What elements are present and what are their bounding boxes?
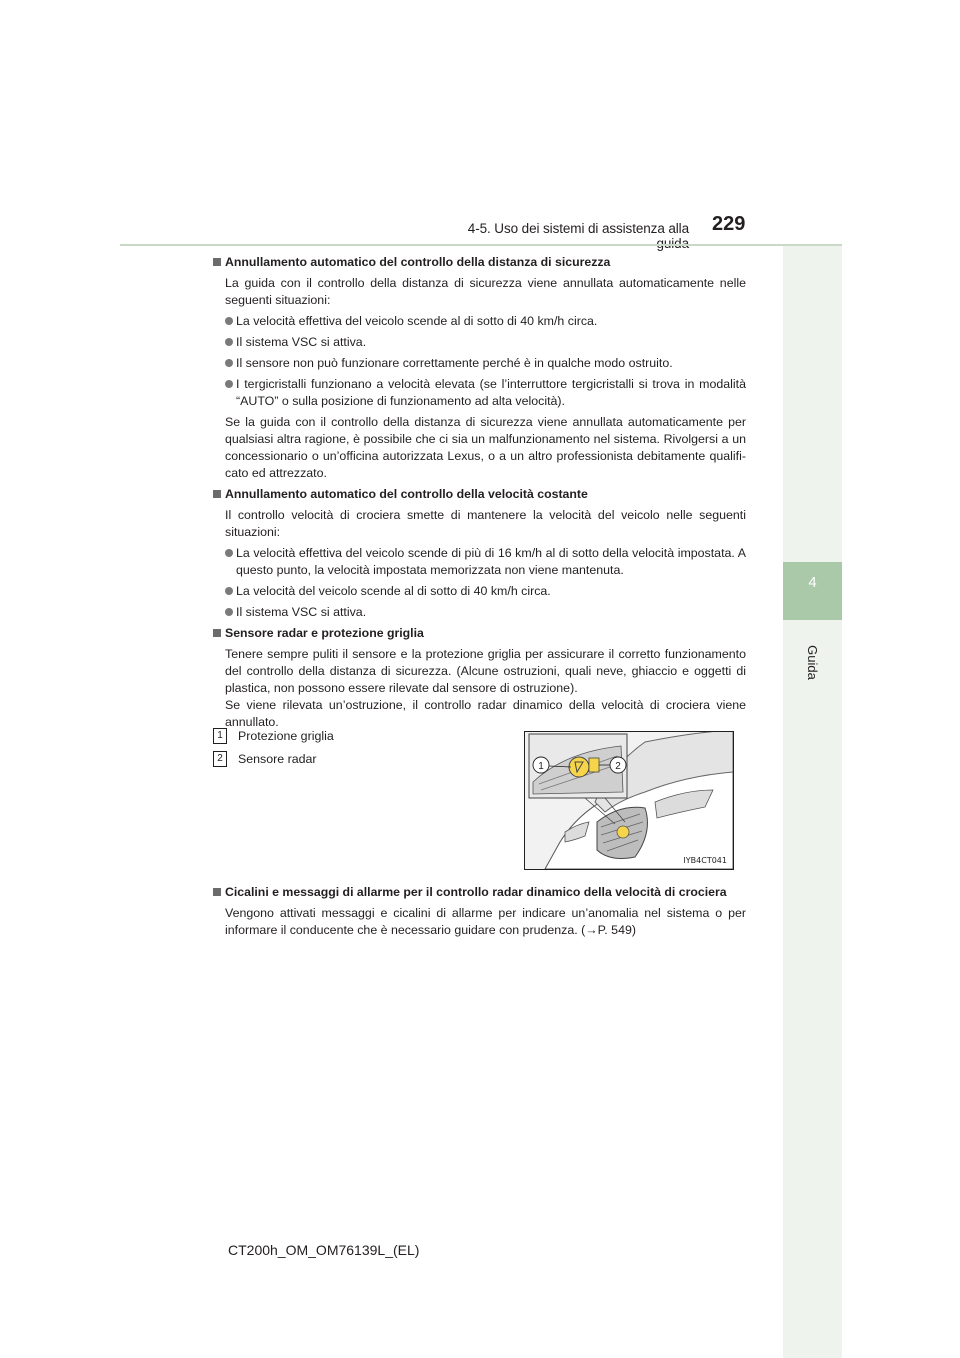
legend-item bbox=[213, 751, 334, 774]
square-bullet-icon bbox=[213, 888, 221, 896]
page-number: 229 bbox=[712, 213, 746, 235]
section-title: Sensore radar e protezione griglia bbox=[213, 625, 746, 642]
callout-number: 2 bbox=[213, 751, 227, 767]
circle-bullet-icon bbox=[225, 608, 233, 616]
paragraph: Tenere sempre puliti il sensore e la protezione griglia per assicurare il corretto funzionamento del controllo della distanza di sicurezza. (Alcune ostruzioni, quali neve, ghiaccio e oggetti di plastica, non possono essere rilevate dal sensore di ostruzione). bbox=[225, 647, 746, 695]
car-front-illustration bbox=[524, 731, 734, 870]
header-rule bbox=[120, 244, 842, 246]
section-radar-sensor bbox=[213, 625, 746, 731]
bullet-item: La velocità del veicolo scende al di sotto di 40 km/h circa. bbox=[225, 583, 746, 600]
chapter-label: Guida bbox=[804, 644, 820, 680]
circle-bullet-icon bbox=[225, 587, 233, 595]
paragraph: Il controllo velocità di crociera smette di mantenere la velocità del veicolo nelle seguenti situazioni: bbox=[225, 508, 746, 539]
chapter-number: 4 bbox=[808, 574, 817, 591]
section-auto-cancel-speed bbox=[213, 486, 746, 621]
main-content bbox=[213, 254, 746, 735]
circle-bullet-icon bbox=[225, 359, 233, 367]
chapter-sidebar bbox=[783, 246, 842, 1358]
bullet-item: Il sistema VSC si attiva. bbox=[225, 334, 746, 351]
callout-number: 1 bbox=[213, 728, 227, 744]
legend-label: Protezione griglia bbox=[238, 729, 334, 743]
section-title: Cicalini e messaggi di allarme per il controllo radar dinamico della velocità di crociera bbox=[213, 884, 746, 901]
section-warnings bbox=[213, 884, 746, 943]
legend-label: Sensore radar bbox=[238, 752, 317, 766]
figure-legend bbox=[213, 728, 334, 774]
circle-bullet-icon bbox=[225, 380, 233, 388]
svg-text:2: 2 bbox=[615, 761, 621, 772]
circle-bullet-icon bbox=[225, 549, 233, 557]
bullet-item: Il sensore non può funzionare correttamente perché è in qualche modo ostruito. bbox=[225, 355, 746, 372]
square-bullet-icon bbox=[213, 258, 221, 266]
chapter-tab[interactable] bbox=[783, 562, 842, 620]
section-title: Annullamento automatico del controllo della velocità costante bbox=[213, 486, 746, 503]
header-title: 4-5. Uso dei sistemi di assistenza alla bbox=[467, 221, 689, 236]
square-bullet-icon bbox=[213, 490, 221, 498]
bullet-item: La velocità effettiva del veicolo scende di più di 16 km/h al di sotto della velocità impostata. A questo punto, la velocità impostata memorizzata non viene mantenuta. bbox=[225, 545, 746, 579]
figure-code: IYB4CT041 bbox=[683, 856, 727, 865]
paragraph: Se viene rilevata un’ostruzione, il controllo radar dinamico della velocità di crociera viene annullato. bbox=[225, 698, 746, 729]
section-auto-cancel-distance bbox=[213, 254, 746, 482]
paragraph: Vengono attivati messaggi e cicalini di allarme per indicare un’anomalia nel sistema o per informare il conducente che è necessario guidare con prudenza. (→P. 549) bbox=[225, 906, 746, 937]
paragraph: La guida con il controllo della distanza di sicurezza viene annullata automaticamente nelle seguenti situazioni: bbox=[225, 276, 746, 307]
footer-code: CT200h_OM_OM76139L_(EL) bbox=[228, 1242, 420, 1258]
bullet-item: I tergicristalli funzionano a velocità elevata (se l’interruttore tergicristalli si trova in modalità “AUTO” o sulla posizione di funzionamento ad alta velocità). bbox=[225, 376, 746, 410]
square-bullet-icon bbox=[213, 629, 221, 637]
circle-bullet-icon bbox=[225, 338, 233, 346]
bullet-item: Il sistema VSC si attiva. bbox=[225, 604, 746, 621]
paragraph: Se la guida con il controllo della distanza di sicurezza viene annullata automaticamente per qualsiasi altra ragione, è possibile che ci sia un malfunzionamento nel sistema. Rivolgersi a un concessionario o un’officina autorizzata Lexus, o a un altro professionista debitamente qualifi-cato ed attrezzato. bbox=[225, 415, 746, 480]
car-front-drawing bbox=[525, 732, 733, 869]
circle-bullet-icon bbox=[225, 317, 233, 325]
section-title: Annullamento automatico del controllo della distanza di sicurezza bbox=[213, 254, 746, 271]
legend-item bbox=[213, 728, 334, 751]
bullet-item: La velocità effettiva del veicolo scende al di sotto di 40 km/h circa. bbox=[225, 313, 746, 330]
svg-text:1: 1 bbox=[538, 761, 544, 772]
